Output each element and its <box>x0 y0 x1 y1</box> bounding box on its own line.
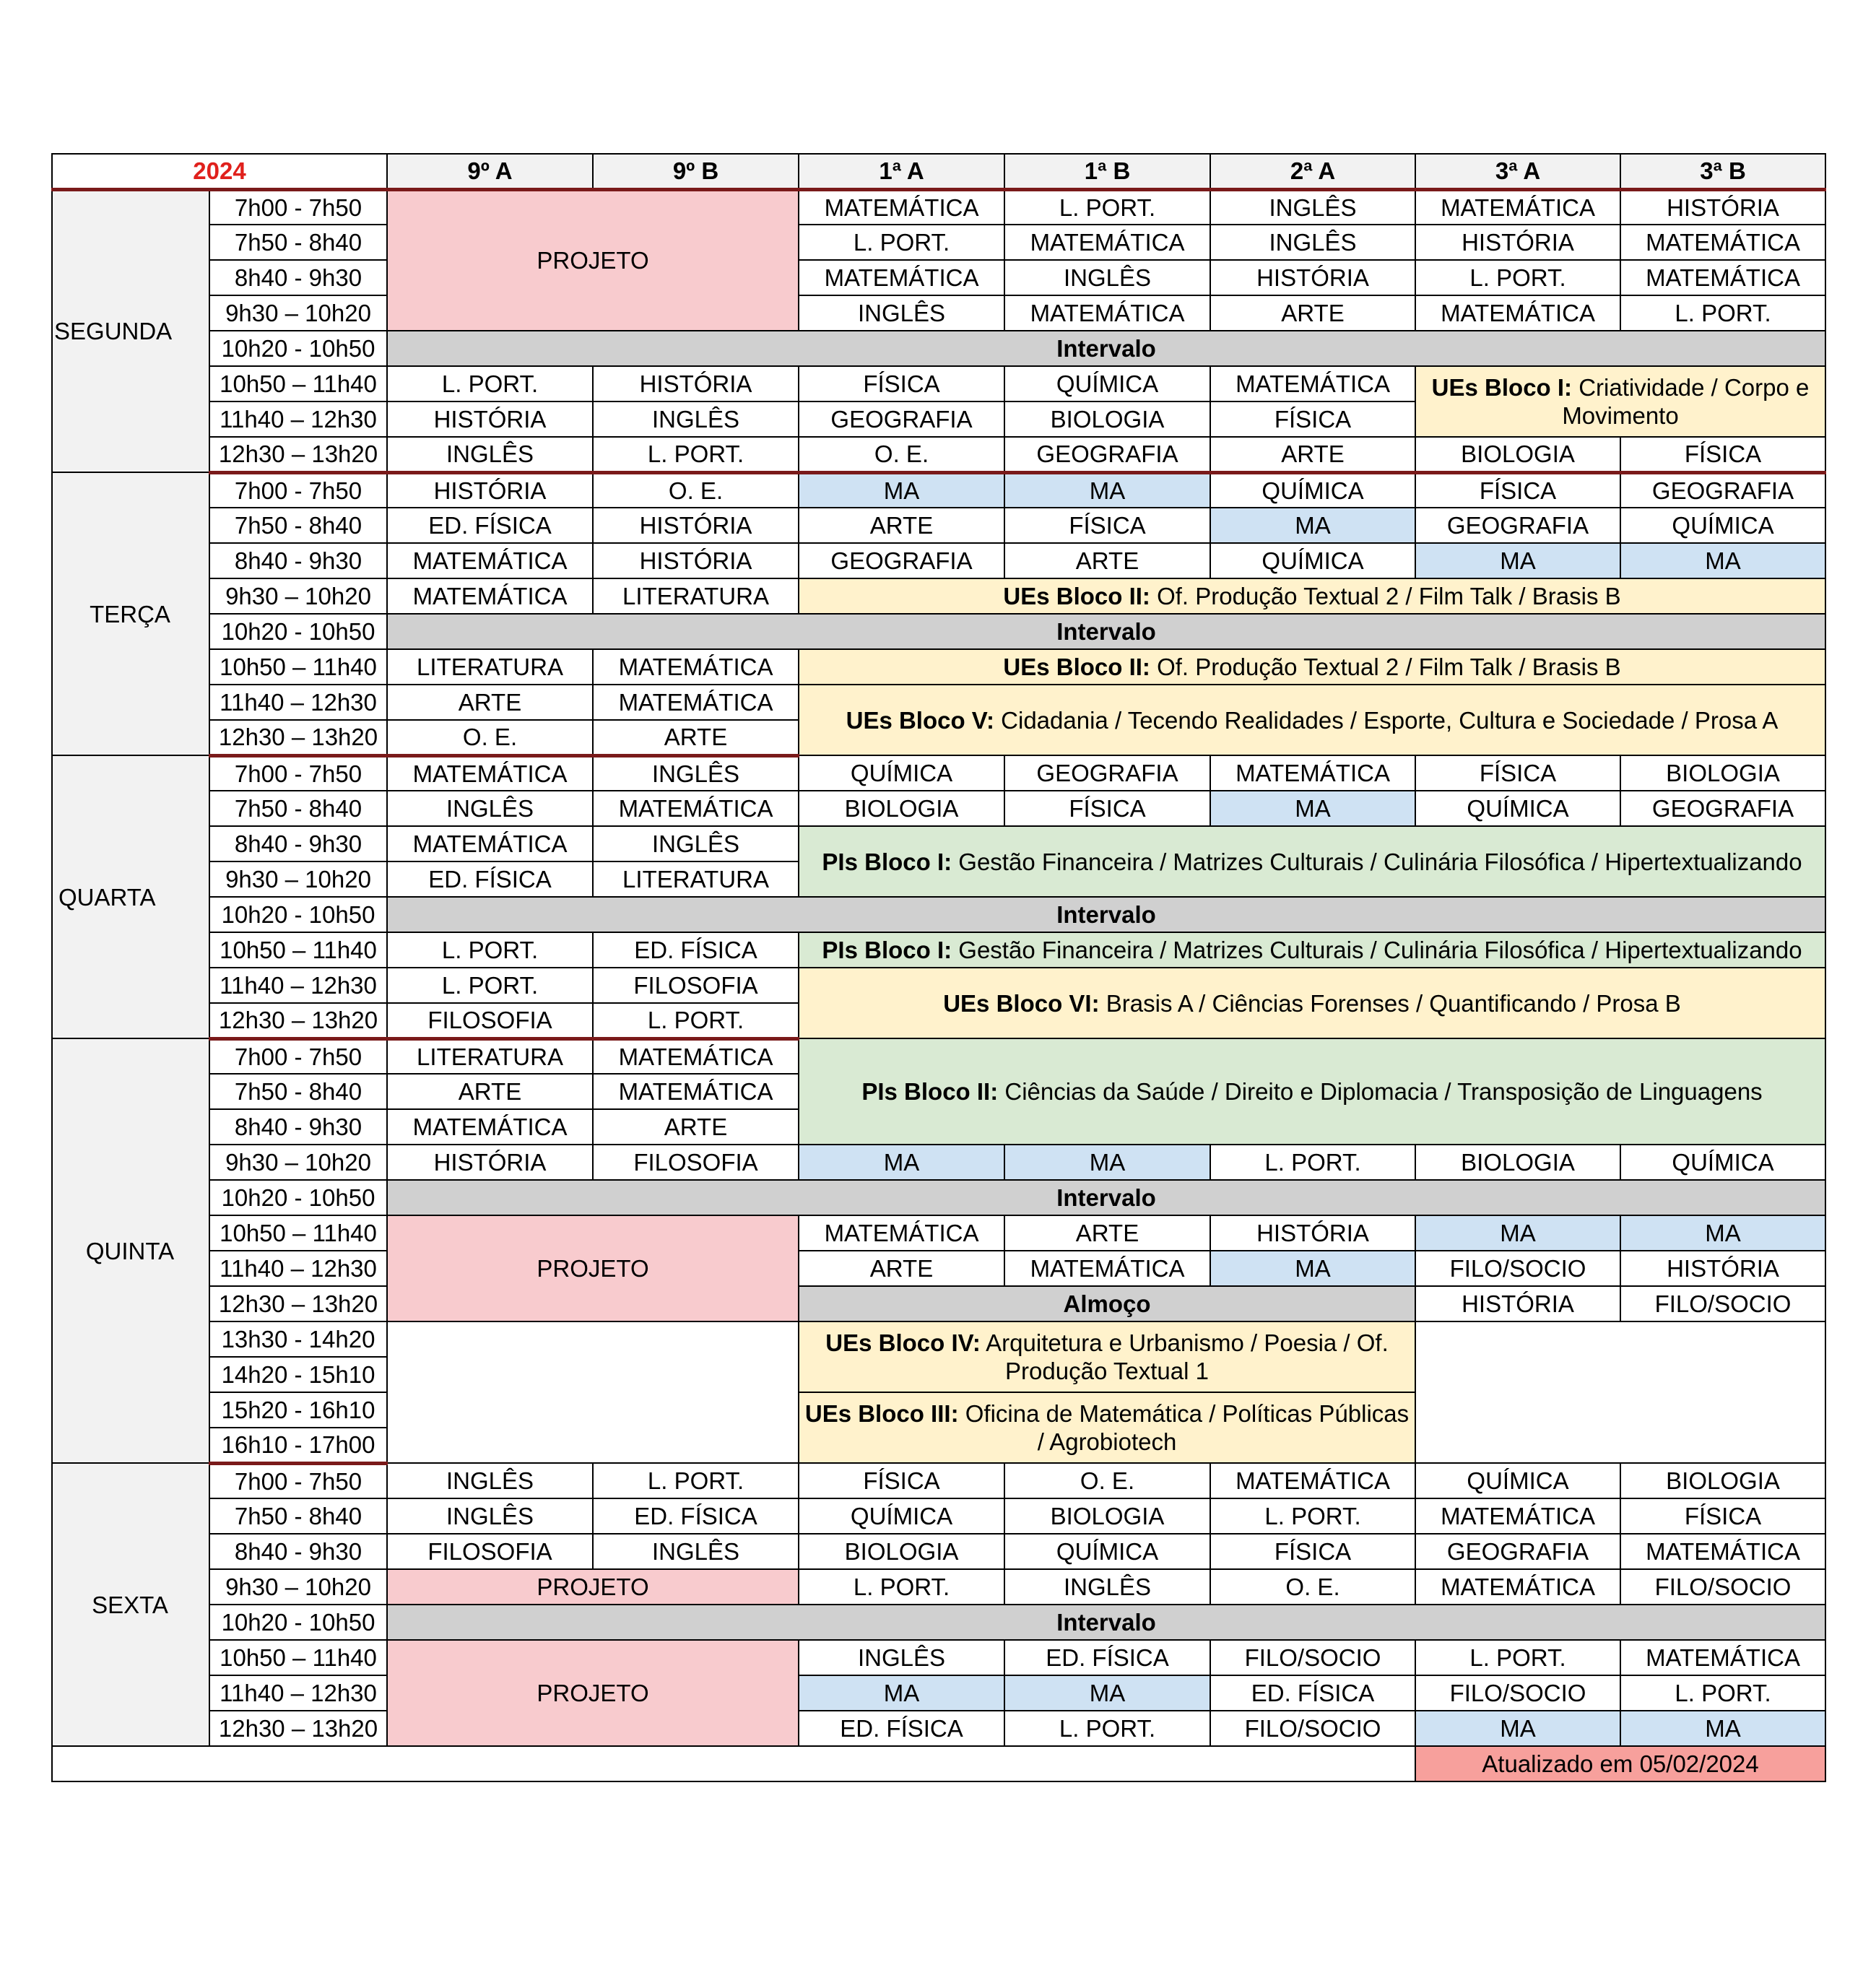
time-slot: 12h30 – 13h20 <box>209 437 387 472</box>
class-header: 1ª A <box>799 154 1004 189</box>
time-slot: 7h00 - 7h50 <box>209 472 387 508</box>
year-label: 2024 <box>52 154 387 189</box>
subject-cell: FÍSICA <box>799 1463 1004 1498</box>
subject-cell: ED. FÍSICA <box>1004 1640 1210 1675</box>
subject-cell: LITERATURA <box>387 1038 593 1074</box>
subject-cell: HISTÓRIA <box>593 543 799 578</box>
time-slot: 10h20 - 10h50 <box>209 897 387 932</box>
subject-cell: O. E. <box>1004 1463 1210 1498</box>
subject-cell: L. PORT. <box>593 437 799 472</box>
subject-cell: MA <box>1210 1251 1415 1286</box>
subject-cell: INGLÊS <box>593 826 799 861</box>
subject-cell: MA <box>1210 791 1415 826</box>
table-row <box>52 932 1825 968</box>
time-slot: 7h50 - 8h40 <box>209 1074 387 1109</box>
subject-cell: L. PORT. <box>799 225 1004 260</box>
table-row <box>52 1675 1825 1711</box>
subject-cell: ARTE <box>799 508 1004 543</box>
pis-bloco-i-cell: PIs Bloco I: Gestão Financeira / Matrizes Culturais / Culinária Filosófica / Hipertextualizando <box>799 826 1825 897</box>
subject-cell: MA <box>1620 1711 1825 1746</box>
subject-cell: GEOGRAFIA <box>1415 1534 1620 1569</box>
subject-cell: INGLÊS <box>387 1498 593 1534</box>
subject-cell: MATEMÁTICA <box>387 755 593 791</box>
time-slot: 8h40 - 9h30 <box>209 826 387 861</box>
table-row <box>52 1498 1825 1534</box>
subject-cell: BIOLOGIA <box>1415 437 1620 472</box>
projeto-cell: PROJETO <box>387 1569 799 1605</box>
subject-cell: MATEMÁTICA <box>387 578 593 614</box>
subject-cell: MA <box>799 1675 1004 1711</box>
subject-cell: GEOGRAFIA <box>1415 508 1620 543</box>
subject-cell: MATEMÁTICA <box>387 826 593 861</box>
subject-cell: MATEMÁTICA <box>1004 1251 1210 1286</box>
table-row <box>52 1605 1825 1640</box>
subject-cell: BIOLOGIA <box>1620 755 1825 791</box>
subject-cell: L. PORT. <box>387 366 593 401</box>
ues-bloco-iv-cell: UEs Bloco IV: Arquitetura e Urbanismo / Poesia / Of. Produção Textual 1 <box>799 1321 1415 1392</box>
subject-cell: BIOLOGIA <box>799 791 1004 826</box>
subject-cell: INGLÊS <box>799 1640 1004 1675</box>
subject-cell: MATEMÁTICA <box>1415 1569 1620 1605</box>
subject-cell: FILOSOFIA <box>593 968 799 1003</box>
table-row <box>52 968 1825 1003</box>
table-row <box>52 1640 1825 1675</box>
table-row <box>52 685 1825 720</box>
subject-cell: ARTE <box>593 1109 799 1145</box>
footer-empty <box>52 1746 1415 1781</box>
time-slot: 10h50 – 11h40 <box>209 1215 387 1251</box>
subject-cell: MATEMÁTICA <box>1210 366 1415 401</box>
subject-cell: LITERATURA <box>593 578 799 614</box>
ues-bloco-ii-cell: UEs Bloco II: Of. Produção Textual 2 / Film Talk / Brasis B <box>799 578 1825 614</box>
subject-cell: HISTÓRIA <box>1620 189 1825 225</box>
subject-cell: L. PORT. <box>1620 295 1825 331</box>
subject-cell: FILO/SOCIO <box>1415 1675 1620 1711</box>
table-row <box>52 472 1825 508</box>
class-header: 9º B <box>593 154 799 189</box>
subject-cell: L. PORT. <box>1415 1640 1620 1675</box>
subject-cell: L. PORT. <box>387 932 593 968</box>
table-row <box>52 366 1825 401</box>
subject-cell: ED. FÍSICA <box>799 1711 1004 1746</box>
subject-cell: QUÍMICA <box>1004 1534 1210 1569</box>
subject-cell: INGLÊS <box>1004 1569 1210 1605</box>
time-slot: 16h10 - 17h00 <box>209 1428 387 1463</box>
table-row <box>52 1215 1825 1251</box>
subject-cell: MATEMÁTICA <box>799 1215 1004 1251</box>
intervalo-cell: Intervalo <box>387 897 1825 932</box>
footer-row <box>52 1746 1825 1781</box>
subject-cell: O. E. <box>593 472 799 508</box>
day-segunda: SEGUNDA <box>52 189 209 472</box>
time-slot: 10h20 - 10h50 <box>209 1180 387 1215</box>
subject-cell: FILOSOFIA <box>593 1145 799 1180</box>
day-terca: TERÇA <box>52 472 209 755</box>
time-slot: 7h50 - 8h40 <box>209 1498 387 1534</box>
subject-cell: ARTE <box>1210 437 1415 472</box>
time-slot: 12h30 – 13h20 <box>209 1286 387 1321</box>
subject-cell: GEOGRAFIA <box>1620 791 1825 826</box>
subject-cell: MATEMÁTICA <box>799 189 1004 225</box>
subject-cell: BIOLOGIA <box>1004 1498 1210 1534</box>
subject-cell: GEOGRAFIA <box>1004 755 1210 791</box>
subject-cell: MA <box>799 472 1004 508</box>
subject-cell: MA <box>1210 508 1415 543</box>
class-header: 2ª A <box>1210 154 1415 189</box>
pis-bloco-ii-cell: PIs Bloco II: Ciências da Saúde / Direito e Diplomacia / Transposição de Linguagens <box>799 1038 1825 1145</box>
subject-cell: ED. FÍSICA <box>1210 1675 1415 1711</box>
subject-cell: FILOSOFIA <box>387 1534 593 1569</box>
table-row <box>52 331 1825 366</box>
projeto-cell: PROJETO <box>387 1215 799 1321</box>
subject-cell: MATEMÁTICA <box>387 1109 593 1145</box>
subject-cell: MATEMÁTICA <box>1210 1463 1415 1498</box>
subject-cell: FILO/SOCIO <box>1620 1286 1825 1321</box>
subject-cell: ED. FÍSICA <box>593 1498 799 1534</box>
subject-cell: LITERATURA <box>387 649 593 685</box>
subject-cell: BIOLOGIA <box>1004 401 1210 437</box>
time-slot: 10h20 - 10h50 <box>209 614 387 649</box>
subject-cell: HISTÓRIA <box>1415 225 1620 260</box>
time-slot: 8h40 - 9h30 <box>209 1534 387 1569</box>
class-header: 3ª B <box>1620 154 1825 189</box>
subject-cell: INGLÊS <box>387 437 593 472</box>
subject-cell: MATEMÁTICA <box>1620 1534 1825 1569</box>
subject-cell: QUÍMICA <box>1620 508 1825 543</box>
subject-cell: MATEMÁTICA <box>1415 189 1620 225</box>
subject-cell: QUÍMICA <box>1210 543 1415 578</box>
subject-cell: MATEMÁTICA <box>1415 1498 1620 1534</box>
time-slot: 10h50 – 11h40 <box>209 366 387 401</box>
subject-cell: INGLÊS <box>1210 225 1415 260</box>
subject-cell: MATEMÁTICA <box>1210 755 1415 791</box>
subject-cell: MATEMÁTICA <box>1004 225 1210 260</box>
table-row <box>52 1463 1825 1498</box>
subject-cell: FÍSICA <box>1620 437 1825 472</box>
table-row <box>52 508 1825 543</box>
subject-cell: MATEMÁTICA <box>1620 225 1825 260</box>
subject-cell: MA <box>1004 1145 1210 1180</box>
subject-cell: ED. FÍSICA <box>593 932 799 968</box>
subject-cell: HISTÓRIA <box>593 366 799 401</box>
time-slot: 10h20 - 10h50 <box>209 331 387 366</box>
subject-cell: FÍSICA <box>1210 1534 1415 1569</box>
subject-cell: FILO/SOCIO <box>1210 1711 1415 1746</box>
table-row <box>52 614 1825 649</box>
subject-cell: HISTÓRIA <box>387 401 593 437</box>
subject-cell: INGLÊS <box>387 791 593 826</box>
subject-cell: FILO/SOCIO <box>1210 1640 1415 1675</box>
subject-cell: L. PORT. <box>593 1003 799 1038</box>
time-slot: 15h20 - 16h10 <box>209 1392 387 1428</box>
time-slot: 10h50 – 11h40 <box>209 1640 387 1675</box>
subject-cell: ARTE <box>387 685 593 720</box>
subject-cell: GEOGRAFIA <box>1004 437 1210 472</box>
table-row <box>52 437 1825 472</box>
subject-cell: MATEMÁTICA <box>1004 295 1210 331</box>
time-slot: 7h50 - 8h40 <box>209 791 387 826</box>
intervalo-cell: Intervalo <box>387 331 1825 366</box>
table-row <box>52 260 1825 295</box>
table-row <box>52 1321 1825 1357</box>
intervalo-cell: Intervalo <box>387 1605 1825 1640</box>
subject-cell: ARTE <box>1004 543 1210 578</box>
subject-cell: MA <box>1620 543 1825 578</box>
time-slot: 7h00 - 7h50 <box>209 1463 387 1498</box>
subject-cell: FÍSICA <box>1620 1498 1825 1534</box>
time-slot: 13h30 - 14h20 <box>209 1321 387 1357</box>
subject-cell: L. PORT. <box>1415 260 1620 295</box>
subject-cell: FÍSICA <box>799 366 1004 401</box>
ues-bloco-ii-cell: UEs Bloco II: Of. Produção Textual 2 / Film Talk / Brasis B <box>799 649 1825 685</box>
subject-cell: L. PORT. <box>1004 1711 1210 1746</box>
class-header: 1ª B <box>1004 154 1210 189</box>
time-slot: 12h30 – 13h20 <box>209 1003 387 1038</box>
subject-cell: FÍSICA <box>1004 508 1210 543</box>
subject-cell: HISTÓRIA <box>1210 260 1415 295</box>
table-row <box>52 1711 1825 1746</box>
schedule-table <box>51 153 1826 1782</box>
subject-cell: QUÍMICA <box>1415 1463 1620 1498</box>
subject-cell: QUÍMICA <box>1210 472 1415 508</box>
time-slot: 11h40 – 12h30 <box>209 401 387 437</box>
time-slot: 9h30 – 10h20 <box>209 861 387 897</box>
subject-cell: MATEMÁTICA <box>1620 1640 1825 1675</box>
time-slot: 7h50 - 8h40 <box>209 225 387 260</box>
subject-cell: ARTE <box>593 720 799 755</box>
subject-cell: FILOSOFIA <box>387 1003 593 1038</box>
subject-cell: FÍSICA <box>1415 472 1620 508</box>
table-row <box>52 897 1825 932</box>
ues-bloco-vi-cell: UEs Bloco VI: Brasis A / Ciências Forenses / Quantificando / Prosa B <box>799 968 1825 1038</box>
subject-cell: QUÍMICA <box>799 755 1004 791</box>
subject-cell: ARTE <box>1004 1215 1210 1251</box>
subject-cell: MATEMÁTICA <box>1620 260 1825 295</box>
time-slot: 7h00 - 7h50 <box>209 189 387 225</box>
time-slot: 7h00 - 7h50 <box>209 755 387 791</box>
projeto-cell: PROJETO <box>387 1640 799 1746</box>
time-slot: 7h50 - 8h40 <box>209 508 387 543</box>
time-slot: 12h30 – 13h20 <box>209 720 387 755</box>
subject-cell: L. PORT. <box>593 1463 799 1498</box>
table-row <box>52 791 1825 826</box>
class-header: 9º A <box>387 154 593 189</box>
time-slot: 10h50 – 11h40 <box>209 932 387 968</box>
ues-bloco-iii-cell: UEs Bloco III: Oficina de Matemática / Políticas Públicas / Agrobiotech <box>799 1392 1415 1463</box>
table-row <box>52 578 1825 614</box>
day-sexta: SEXTA <box>52 1463 209 1746</box>
subject-cell: MA <box>1415 1711 1620 1746</box>
ues-bloco-v-cell: UEs Bloco V: Cidadania / Tecendo Realidades / Esporte, Cultura e Sociedade / Prosa A <box>799 685 1825 755</box>
day-quinta: QUINTA <box>52 1038 209 1463</box>
time-slot: 11h40 – 12h30 <box>209 968 387 1003</box>
table-row <box>52 1145 1825 1180</box>
table-row <box>52 1569 1825 1605</box>
table-row <box>52 1251 1825 1286</box>
table-row <box>52 755 1825 791</box>
subject-cell: O. E. <box>387 720 593 755</box>
subject-cell: BIOLOGIA <box>799 1534 1004 1569</box>
subject-cell: INGLÊS <box>1004 260 1210 295</box>
subject-cell: MA <box>1004 472 1210 508</box>
subject-cell: HISTÓRIA <box>1210 1215 1415 1251</box>
day-quarta: QUARTA <box>52 755 209 1038</box>
subject-cell: MA <box>799 1145 1004 1180</box>
time-slot: 8h40 - 9h30 <box>209 543 387 578</box>
subject-cell: MATEMÁTICA <box>387 543 593 578</box>
subject-cell: MATEMÁTICA <box>1415 295 1620 331</box>
time-slot: 9h30 – 10h20 <box>209 578 387 614</box>
table-row <box>52 826 1825 861</box>
subject-cell: INGLÊS <box>387 1463 593 1498</box>
table-row <box>52 1180 1825 1215</box>
time-slot: 9h30 – 10h20 <box>209 295 387 331</box>
subject-cell: ED. FÍSICA <box>387 861 593 897</box>
subject-cell: L. PORT. <box>1004 189 1210 225</box>
subject-cell: HISTÓRIA <box>1620 1251 1825 1286</box>
time-slot: 10h20 - 10h50 <box>209 1605 387 1640</box>
subject-cell: MA <box>1415 1215 1620 1251</box>
subject-cell: QUÍMICA <box>799 1498 1004 1534</box>
time-slot: 11h40 – 12h30 <box>209 1675 387 1711</box>
subject-cell: QUÍMICA <box>1620 1145 1825 1180</box>
subject-cell: INGLÊS <box>593 1534 799 1569</box>
time-slot: 12h30 – 13h20 <box>209 1711 387 1746</box>
table-row <box>52 295 1825 331</box>
time-slot: 8h40 - 9h30 <box>209 1109 387 1145</box>
subject-cell: MATEMÁTICA <box>593 649 799 685</box>
time-slot: 14h20 - 15h10 <box>209 1357 387 1392</box>
subject-cell: GEOGRAFIA <box>799 401 1004 437</box>
subject-cell: INGLÊS <box>593 401 799 437</box>
subject-cell: O. E. <box>1210 1569 1415 1605</box>
subject-cell: QUÍMICA <box>1004 366 1210 401</box>
table-row <box>52 225 1825 260</box>
subject-cell: L. PORT. <box>1210 1145 1415 1180</box>
time-slot: 11h40 – 12h30 <box>209 1251 387 1286</box>
header-row <box>52 154 1825 189</box>
subject-cell: L. PORT. <box>1620 1675 1825 1711</box>
subject-cell: ARTE <box>1210 295 1415 331</box>
subject-cell: HISTÓRIA <box>593 508 799 543</box>
time-slot: 10h50 – 11h40 <box>209 649 387 685</box>
subject-cell: FÍSICA <box>1210 401 1415 437</box>
subject-cell: O. E. <box>799 437 1004 472</box>
subject-cell: MATEMÁTICA <box>593 1074 799 1109</box>
projeto-cell: PROJETO <box>387 189 799 331</box>
subject-cell: INGLÊS <box>799 295 1004 331</box>
pis-bloco-i-cell: PIs Bloco I: Gestão Financeira / Matrizes Culturais / Culinária Filosófica / Hipertextualizando <box>799 932 1825 968</box>
table-row <box>52 189 1825 225</box>
subject-cell: LITERATURA <box>593 861 799 897</box>
subject-cell: MA <box>1004 1675 1210 1711</box>
subject-cell: GEOGRAFIA <box>1620 472 1825 508</box>
subject-cell: BIOLOGIA <box>1620 1463 1825 1498</box>
subject-cell: BIOLOGIA <box>1415 1145 1620 1180</box>
updated-note: Atualizado em 05/02/2024 <box>1415 1746 1825 1781</box>
table-row <box>52 649 1825 685</box>
subject-cell: MATEMÁTICA <box>593 1038 799 1074</box>
subject-cell: HISTÓRIA <box>387 472 593 508</box>
subject-cell: ARTE <box>387 1074 593 1109</box>
subject-cell: L. PORT. <box>1210 1498 1415 1534</box>
subject-cell: HISTÓRIA <box>1415 1286 1620 1321</box>
table-row <box>52 1038 1825 1074</box>
time-slot: 11h40 – 12h30 <box>209 685 387 720</box>
table-row <box>52 1534 1825 1569</box>
subject-cell: FÍSICA <box>1004 791 1210 826</box>
subject-cell: MA <box>1620 1215 1825 1251</box>
subject-cell: L. PORT. <box>799 1569 1004 1605</box>
subject-cell: MATEMÁTICA <box>593 685 799 720</box>
class-header: 3ª A <box>1415 154 1620 189</box>
time-slot: 9h30 – 10h20 <box>209 1145 387 1180</box>
subject-cell: INGLÊS <box>1210 189 1415 225</box>
subject-cell: ED. FÍSICA <box>387 508 593 543</box>
table-row <box>52 543 1825 578</box>
subject-cell: L. PORT. <box>387 968 593 1003</box>
empty-cell <box>387 1321 799 1463</box>
time-slot: 7h00 - 7h50 <box>209 1038 387 1074</box>
intervalo-cell: Intervalo <box>387 614 1825 649</box>
subject-cell: FILO/SOCIO <box>1415 1251 1620 1286</box>
intervalo-cell: Intervalo <box>387 1180 1825 1215</box>
time-slot: 9h30 – 10h20 <box>209 1569 387 1605</box>
ues-bloco-i-cell: UEs Bloco I: Criatividade / Corpo e Movimento <box>1415 366 1825 437</box>
empty-cell <box>1415 1321 1825 1463</box>
subject-cell: HISTÓRIA <box>387 1145 593 1180</box>
subject-cell: FILO/SOCIO <box>1620 1569 1825 1605</box>
subject-cell: QUÍMICA <box>1415 791 1620 826</box>
time-slot: 8h40 - 9h30 <box>209 260 387 295</box>
subject-cell: INGLÊS <box>593 755 799 791</box>
almoco-cell: Almoço <box>799 1286 1415 1321</box>
subject-cell: MA <box>1415 543 1620 578</box>
table-row <box>52 1286 1825 1321</box>
subject-cell: MATEMÁTICA <box>799 260 1004 295</box>
subject-cell: ARTE <box>799 1251 1004 1286</box>
subject-cell: FÍSICA <box>1415 755 1620 791</box>
subject-cell: GEOGRAFIA <box>799 543 1004 578</box>
subject-cell: MATEMÁTICA <box>593 791 799 826</box>
